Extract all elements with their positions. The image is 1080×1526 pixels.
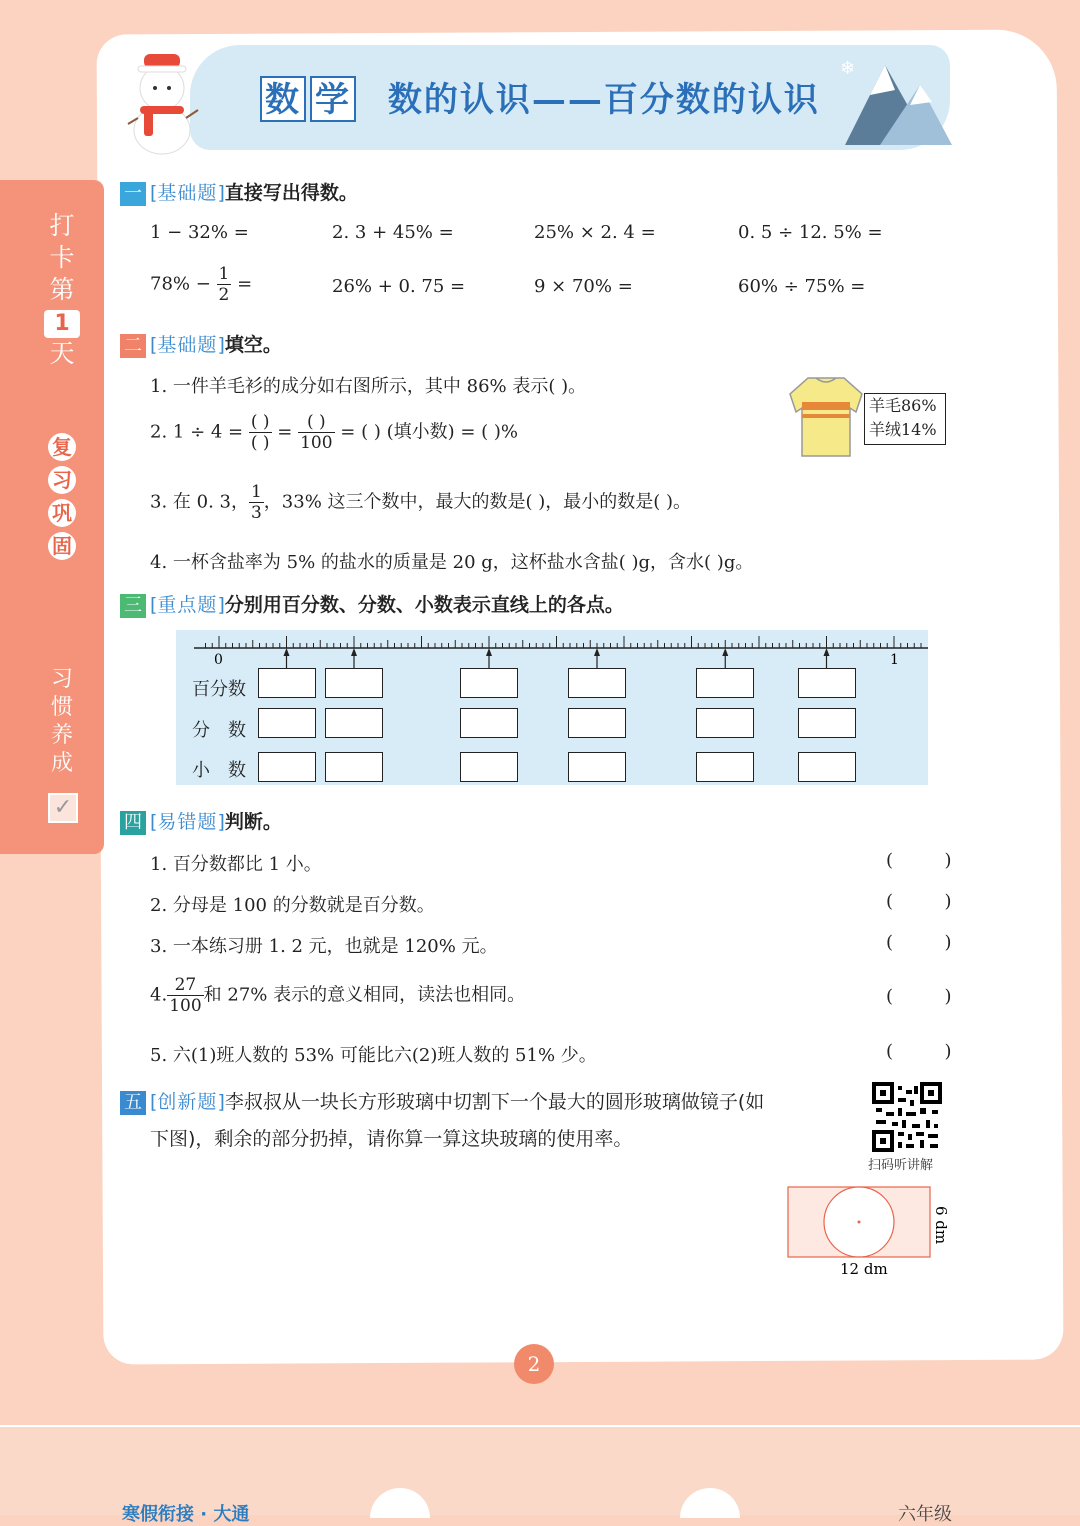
answer-box[interactable] [325, 708, 383, 738]
width-label: 12 dm [840, 1260, 888, 1278]
qr-code-label: 扫码听讲解 [868, 1158, 934, 1173]
habit-char: 成 [50, 751, 73, 776]
answer-box[interactable] [696, 708, 754, 738]
judge-item-1: 1. 百分数都比 1 小。 [150, 854, 322, 875]
subject-char: 学 [310, 76, 356, 122]
snowman-icon [122, 48, 202, 158]
answer-box[interactable] [798, 708, 856, 738]
checkin-char: 打 [49, 211, 75, 240]
answer-box[interactable] [258, 752, 316, 782]
section-number: 四 [120, 811, 146, 835]
fill-question-1: 1. 一件羊毛衫的成分如右图所示，其中 86% 表示( )。 [150, 376, 587, 397]
answer-box[interactable] [460, 752, 518, 782]
row-label-fraction: 分 数 [192, 720, 246, 741]
answer-box[interactable] [325, 752, 383, 782]
row-label-percent: 百分数 [192, 679, 246, 700]
section-title: 分别用百分数、分数、小数表示直线上的各点。 [224, 594, 624, 616]
point-arrow-head [722, 648, 728, 656]
day-char: 天 [49, 339, 75, 368]
checkin-label [42, 210, 82, 370]
material-tag: 羊毛86% 羊绒14% [864, 393, 946, 445]
calc-item-fraction: 78% − $\frac{1}{2}$ = [150, 264, 253, 305]
review-char: 巩 [48, 499, 76, 527]
point-arrow-head [594, 648, 600, 656]
height-label: 6 dm [932, 1206, 950, 1245]
calc-item: 1 − 32% = [150, 222, 249, 243]
answer-box[interactable] [460, 708, 518, 738]
answer-box[interactable] [325, 668, 383, 698]
review-char: 固 [48, 532, 76, 560]
section-5-header: 五 [创新题]李叔叔从一块长方形玻璃中切割下一个最大的圆形玻璃做镜子(如 [120, 1082, 860, 1122]
section-title: 填空。 [224, 334, 282, 356]
section-3-header: 三 [重点题]分别用百分数、分数、小数表示直线上的各点。 [120, 590, 624, 618]
review-label [42, 428, 82, 565]
habit-char: 惯 [50, 695, 73, 720]
section-title: 判断。 [224, 811, 282, 833]
tick-label-one: 1 [890, 652, 899, 668]
answer-paren[interactable]: ( ) [886, 932, 952, 953]
sweater-icon [786, 372, 866, 460]
habit-checkbox[interactable]: ✓ [48, 793, 78, 823]
page-number: 2 [514, 1344, 554, 1384]
answer-box[interactable] [258, 668, 316, 698]
row-label-decimal: 小 数 [192, 760, 246, 781]
section-number: 三 [120, 594, 146, 618]
habit-char: 养 [50, 723, 73, 748]
answer-paren[interactable]: ( ) [886, 891, 952, 912]
fill-question-2: 2. 1 ÷ 4 = $\frac{( )}{( )}$ = $\frac{( )}{100}$ = ( ) (填小数) = ( )% [150, 412, 519, 453]
section-number: 一 [120, 182, 146, 206]
answer-box[interactable] [568, 708, 626, 738]
section-tag: 易错题 [157, 811, 218, 833]
day-number: 1 [44, 310, 80, 338]
section-tag: 创新题 [157, 1091, 218, 1113]
calc-item: 25% × 2. 4 = [534, 222, 656, 243]
circle-center [858, 1221, 861, 1224]
calc-item: 60% ÷ 75% = [738, 276, 866, 297]
section-1-header: 一 [基础题]直接写出得数。 [120, 178, 358, 206]
point-arrow-head [486, 648, 492, 656]
problem-text-line2: 下图)，剩余的部分扔掉，请你算一算这块玻璃的使用率。 [150, 1128, 633, 1150]
subject-char: 数 [260, 76, 306, 122]
answer-box[interactable] [460, 668, 518, 698]
answer-box[interactable] [258, 708, 316, 738]
habit-char: 习 [50, 667, 73, 692]
review-char: 习 [48, 466, 76, 494]
review-char: 复 [48, 433, 76, 461]
judge-item-4: 4. $\frac{27}{100}$ 和 27% 表示的意义相同，读法也相同。 [150, 975, 526, 1016]
checkin-char: 第 [49, 275, 75, 304]
judge-item-3: 3. 一本练习册 1. 2 元，也就是 120% 元。 [150, 936, 498, 957]
tick-label-zero: 0 [214, 652, 223, 668]
answer-box[interactable] [798, 668, 856, 698]
fill-question-3: 3. 在 0. 3， $\frac{1}{3}$ ，33% 这三个数中，最大的数是( )，最小的数是( )。 [150, 482, 692, 523]
page-title [260, 72, 820, 122]
section-number: 二 [120, 334, 146, 358]
answer-box[interactable] [568, 668, 626, 698]
checkin-char: 卡 [49, 243, 75, 272]
section-2-header: 二 [基础题]填空。 [120, 330, 282, 358]
point-arrow-head [351, 648, 357, 656]
snowy-mountain-icon [840, 50, 955, 150]
answer-box[interactable] [568, 752, 626, 782]
section-tag: 基础题 [157, 334, 218, 356]
section-title: 直接写出得数。 [224, 182, 358, 204]
judge-item-2: 2. 分母是 100 的分数就是百分数。 [150, 895, 435, 916]
qr-code-icon[interactable] [872, 1082, 942, 1152]
answer-paren[interactable]: ( ) [886, 1041, 952, 1062]
section-tag: 基础题 [157, 182, 218, 204]
answer-box[interactable] [696, 752, 754, 782]
section-number: 五 [120, 1091, 146, 1115]
number-line [176, 630, 928, 670]
calc-item: 9 × 70% = [534, 276, 633, 297]
fill-question-4: 4. 一杯含盐率为 5% 的盐水的质量是 20 g，这杯盐水含盐( )g，含水( )g。 [150, 552, 754, 573]
problem-text-line1: 李叔叔从一块长方形玻璃中切割下一个最大的圆形玻璃做镜子(如 [224, 1091, 765, 1113]
answer-box[interactable] [696, 668, 754, 698]
answer-box[interactable] [798, 752, 856, 782]
sidebar [0, 180, 104, 854]
footer-grade: 六年级 [898, 1504, 952, 1525]
footer-book-title: 寒假衔接 · 大通 [122, 1504, 250, 1525]
point-arrow-head [284, 648, 290, 656]
judge-item-5: 5. 六(1)班人数的 53% 可能比六(2)班人数的 51% 少。 [150, 1045, 597, 1066]
calc-item: 2. 3 + 45% = [332, 222, 454, 243]
answer-paren[interactable]: ( ) [886, 850, 952, 871]
answer-paren[interactable]: ( ) [886, 986, 952, 1007]
svg-text:❄: ❄ [840, 58, 856, 79]
habit-label [42, 666, 82, 778]
section-tag: 重点题 [157, 594, 218, 616]
rectangle-circle-figure [786, 1184, 956, 1280]
calc-item: 26% + 0. 75 = [332, 276, 466, 297]
lesson-title: 数的认识——百分数的认识 [387, 80, 820, 120]
calc-item: 0. 5 ÷ 12. 5% = [738, 222, 883, 243]
section-4-header: 四 [易错题]判断。 [120, 807, 282, 835]
point-arrow-head [824, 648, 830, 656]
